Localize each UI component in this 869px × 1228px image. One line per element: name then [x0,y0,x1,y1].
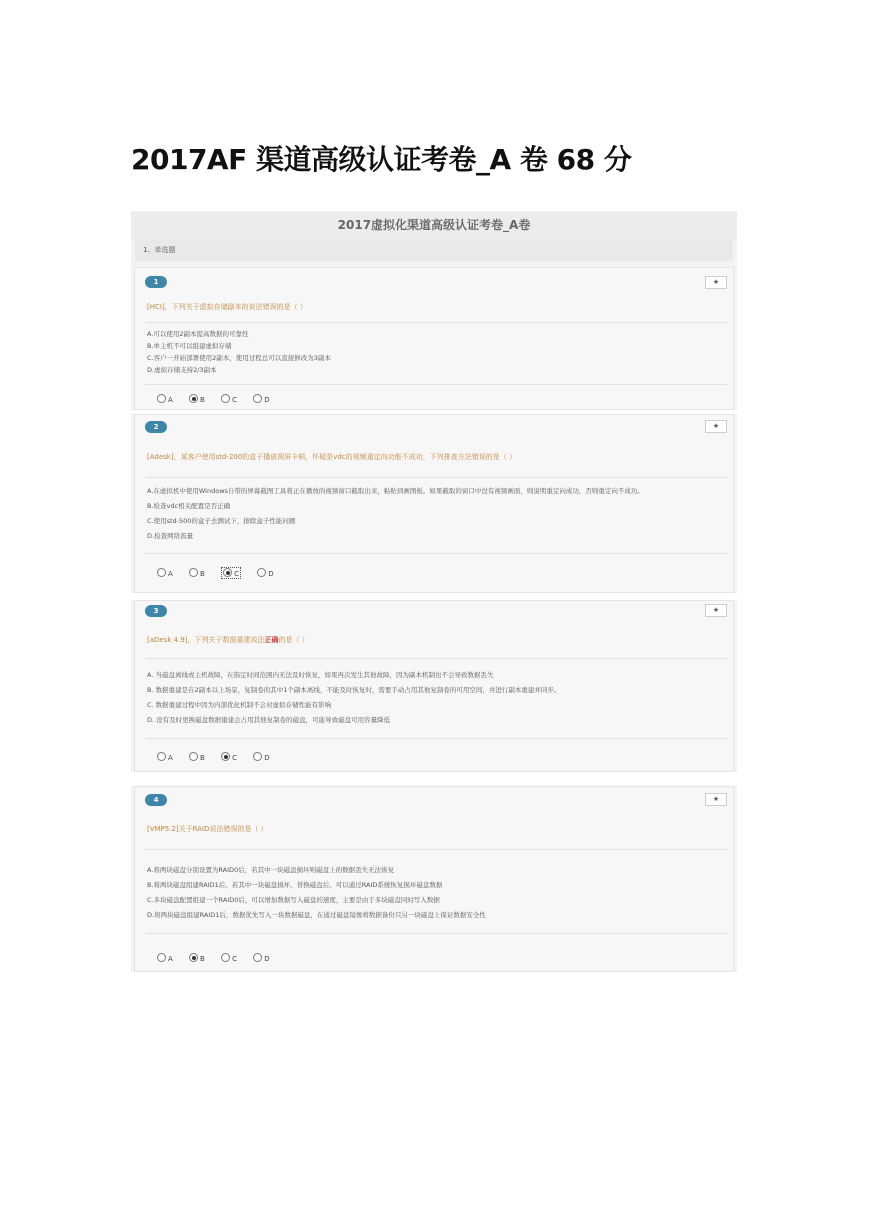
answer-a[interactable]: A [157,568,173,578]
radio-icon[interactable] [257,568,266,577]
answer-a[interactable]: A [157,752,173,762]
star-icon[interactable]: ★ [705,793,727,806]
exam-title: 2017虚拟化渠道高级认证考卷_A卷 [131,211,737,239]
answer-b[interactable]: B [189,953,205,963]
answer-choices [157,752,284,762]
answer-b[interactable]: B [189,394,205,404]
radio-icon[interactable] [221,394,230,403]
radio-icon[interactable] [157,752,166,761]
answer-d[interactable]: D [257,568,273,578]
star-icon[interactable]: ★ [705,276,727,289]
answer-c[interactable]: C [221,567,241,579]
radio-selected-icon[interactable] [189,953,198,962]
radio-selected-icon[interactable] [221,752,230,761]
option-c: C.客户一开始部署使用2副本，使用过程总可以直接修改为3副本 [147,354,331,362]
radio-icon[interactable] [157,394,166,403]
option-c: C. 数据重建过程中因为内部优化机制不会对虚拟存储性能有影响 [147,701,332,709]
highlight-text: 正确 [264,636,279,644]
option-a: A. 当磁盘离线或主机故障，在指定时间范围内无法及时恢复，如果再次发生其他故障，因为副本机制也不会导致数据丢失 [147,671,494,679]
answer-d[interactable]: D [253,394,269,404]
option-d: D.将两块磁盘组建RAID1后，数据优先写入一块数据磁盘，在通过磁盘镜像将数据备份只另一块磁盘上保证数据安全性 [147,911,486,919]
option-d: D. 没有及时更换磁盘数据重建会占用其他复制卷的磁盘，可能导致磁盘可用容量降低 [147,716,391,724]
question-card-2 [134,414,734,593]
question-number-badge: 4 [145,794,167,806]
divider [145,933,727,934]
star-icon[interactable]: ★ [705,420,727,433]
option-a: A.可以使用2副本提高数据的可靠性 [147,330,249,338]
question-text: [HCI]，下列关于虚拟存储副本的说法错误的是（ ） [147,303,307,311]
divider [145,849,727,850]
option-a: A.在虚拟机中使用Windows自带的屏幕截图工具将正在播放的视频窗口截取出来，粘贴到画图板。如果截取的窗口中没有视频画面，则说明重定向成功，否则重定向不成功。 [147,487,644,495]
radio-icon[interactable] [253,953,262,962]
section-label: 1、单选题 [135,239,733,261]
question-card-1 [134,267,734,410]
answer-c[interactable]: C [221,752,237,762]
radio-icon[interactable] [157,568,166,577]
radio-selected-icon[interactable] [223,568,232,577]
answer-d[interactable]: D [253,752,269,762]
star-icon[interactable]: ★ [705,604,727,617]
radio-icon[interactable] [189,752,198,761]
options-list [147,863,727,923]
document-title: 2017AF 渠道高级认证考卷_A 卷 68 分 [131,143,632,176]
answer-choices [157,567,288,579]
option-d: D.检查网络流量 [147,532,194,540]
divider [145,477,727,478]
question-number-badge: 2 [145,421,167,433]
option-c: C.使用std-500的盒子去测试下，排除盒子性能问题 [147,517,296,525]
answer-c[interactable]: C [221,953,237,963]
radio-icon[interactable] [189,568,198,577]
answer-d[interactable]: D [253,953,269,963]
option-b: B.单主机不可以组建虚拟存储 [147,342,232,350]
question-number-badge: 3 [145,605,167,617]
divider [145,322,727,323]
exam-screenshot-4 [131,786,737,972]
divider [145,553,727,554]
option-a: A.将两块磁盘分别设置为RAID0后，若其中一块磁盘损坏则磁盘上的数据丢失无法恢复 [147,866,395,874]
question-number-badge: 1 [145,276,167,288]
exam-screenshot-1 [131,211,737,410]
divider [145,384,727,385]
answer-choices [157,394,284,404]
option-b: B.检查vdc相关配置是否正确 [147,502,231,510]
exam-screenshot-3 [131,600,737,772]
answer-b[interactable]: B [189,752,205,762]
question-text: [Adesk]，某客户使用std-200的盒子播放视屏卡顿，怀疑是vdc的视频重定向功能不成功，下列排查方法错误的是（ ） [147,453,516,461]
radio-icon[interactable] [253,394,262,403]
answer-a[interactable]: A [157,394,173,404]
option-d: D.虚拟存储支持2/3副本 [147,366,217,374]
radio-selected-icon[interactable] [189,394,198,403]
divider [145,738,727,739]
exam-screenshot-2 [131,414,737,593]
question-text: [aDesk 4.9]，下列关于数据重建说法正确的是（ ） [147,636,309,644]
question-text: [VMP5.2]关于RAID说法错误的是（ ） [147,825,268,833]
option-c: C.多块磁盘配置组建一个RAID0后，可以增加数据写入磁盘的速度，主要是由于多块磁盘同时写入数据 [147,896,440,904]
question-card-4 [134,786,734,972]
question-card-3 [134,600,734,772]
answer-b[interactable]: B [189,568,205,578]
option-b: B. 数据重建是在2副本以上场景，复制卷的其中1个副本离线，不能及时恢复时，需要手动占用其他复制卷的可用空间，并进行副本重建并同步。 [147,686,561,694]
options-list [147,484,727,544]
radio-icon[interactable] [221,953,230,962]
options-list [147,328,727,376]
option-b: B.将两块磁盘组建RAID1后，若其中一块磁盘损坏，替换磁盘后，可以通过RAID系统恢复损坏磁盘数据 [147,881,443,889]
divider [145,658,727,659]
options-list [147,668,727,728]
radio-icon[interactable] [157,953,166,962]
answer-c[interactable]: C [221,394,237,404]
answer-a[interactable]: A [157,953,173,963]
answer-choices [157,953,284,963]
radio-icon[interactable] [253,752,262,761]
